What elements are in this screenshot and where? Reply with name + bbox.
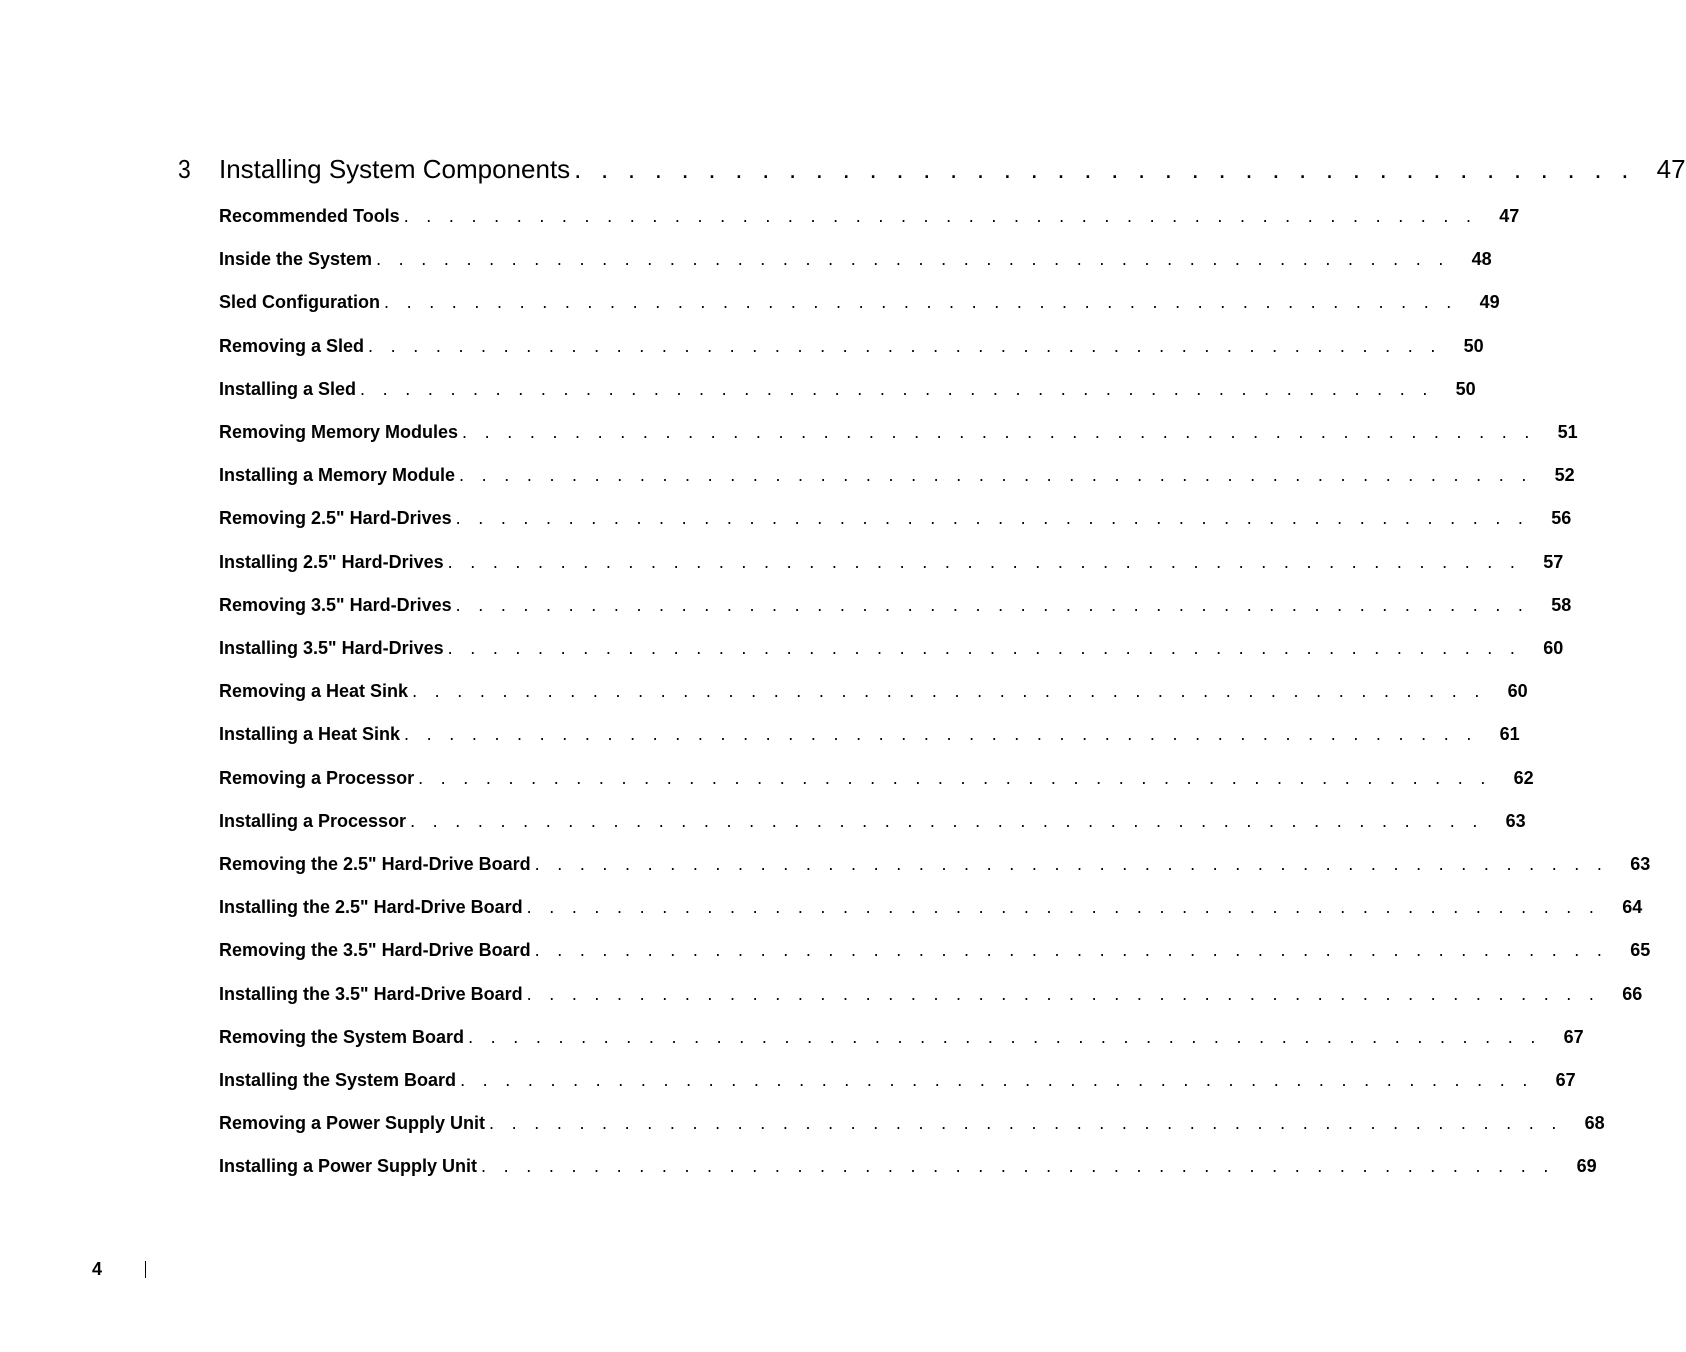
dot-leader: . . . . . . . . . . . . . . . . . . . . . . . . . . . . . . . . . . . . . . . . . . . . . . . . bbox=[468, 1026, 1542, 1047]
dot-leader: . . . . . . . . . . . . . . . . . . . . . . . . . . . . . . . . . . . . . . . . . . . . . . . . bbox=[462, 422, 1536, 442]
toc-entry-page-number[interactable]: 69 bbox=[1576, 1156, 1597, 1177]
dot-leader: . . . . . . . . . . . . . . . . . . . . . . . . . . . . . . . . . . . . . . . . . . . . . . . . bbox=[384, 292, 1458, 313]
dot-leader: . . . . . . . . . . . . . . . . . . . . . . . . . . . . . . . . . . . . . . . . . . . . . . . . bbox=[447, 551, 1522, 572]
chapter-title[interactable]: Installing System Components bbox=[219, 154, 571, 184]
toc-entry[interactable] bbox=[219, 1067, 1576, 1093]
toc-entry-title[interactable]: Removing a Power Supply Unit bbox=[219, 1113, 486, 1134]
toc-entry-title[interactable]: Removing a Heat Sink bbox=[219, 681, 409, 702]
chapter-page-number[interactable]: 47 bbox=[1656, 154, 1686, 184]
toc-entry[interactable] bbox=[219, 419, 1578, 445]
dot-leader: . . . . . . . . . . . . . . . . . . . . . . . . . . . . . . . . . . . . . . . . . . . . . . . . bbox=[534, 940, 1609, 961]
toc-entry-page-number[interactable]: 57 bbox=[1543, 551, 1564, 572]
dot-leader: . . . . . . . . . . . . . . . . . . . . . . . . . . . . . . . . . . . . . . . . . . . . . . . . bbox=[526, 983, 1601, 1004]
footer-page-number: 4 bbox=[92, 1259, 103, 1279]
toc-entry[interactable] bbox=[219, 549, 1564, 575]
toc-entry-page-number[interactable]: 61 bbox=[1499, 724, 1520, 745]
toc-entry-page-number[interactable]: 48 bbox=[1471, 249, 1492, 270]
toc-entry-page-number[interactable]: 50 bbox=[1455, 378, 1476, 399]
toc-entry-page-number[interactable]: 52 bbox=[1554, 465, 1575, 486]
footer-divider bbox=[145, 1261, 146, 1278]
dot-leader: . . . . . . . . . . . . . . . . . . . . . . . . . . . . . . . . . . . . . . . . . . . . . . . . bbox=[460, 1070, 1534, 1090]
toc-entry-title[interactable]: Recommended Tools bbox=[219, 206, 400, 226]
chapter-heading bbox=[178, 150, 1686, 188]
dot-leader: . . . . . . . . . . . . . . . . . . . . . . . . . . . . . . . . . . . . . . . . . . . . . . . . bbox=[489, 1113, 1563, 1134]
dot-leader: . . . . . . . . . . . . . . . . . . . . . . . . . . . . . . . . . . . . . . . . . . . . . . . . bbox=[360, 378, 1434, 399]
toc-entry-page-number[interactable]: 58 bbox=[1551, 594, 1572, 615]
toc-entry-page-number[interactable]: 56 bbox=[1551, 508, 1572, 529]
toc-entry[interactable] bbox=[219, 894, 1643, 920]
toc-entry-page-number[interactable]: 66 bbox=[1622, 983, 1643, 1004]
toc-entry-page-number[interactable]: 68 bbox=[1584, 1113, 1605, 1134]
toc-entry-page-number[interactable]: 60 bbox=[1507, 681, 1528, 702]
toc-entry[interactable] bbox=[219, 376, 1476, 402]
dot-leader: . . . . . . . . . . . . . . . . . . . . . . . . . . . . . . . . . . . . . . . . . . . . . . . . bbox=[368, 335, 1442, 356]
toc-entry[interactable] bbox=[219, 678, 1528, 704]
dot-leader: . . . . . . . . . . . . . . . . . . . . . . . . . . . . . . . . . . . . . . . . . . . . . . . . bbox=[534, 854, 1609, 874]
toc-entry[interactable] bbox=[219, 721, 1520, 747]
toc-entry[interactable] bbox=[219, 592, 1572, 618]
dot-leader: . . . . . . . . . . . . . . . . . . . . . . . . . . . . . . . . . . . . . . . . . . . . . . . . bbox=[455, 594, 1530, 615]
toc-entry-page-number[interactable]: 47 bbox=[1499, 206, 1520, 226]
toc-entry[interactable] bbox=[219, 937, 1651, 963]
dot-leader: . . . . . . . . . . . . . . . . . . . . . . . . . . . . . . . . . . . . . . . . . . . . . . . . bbox=[376, 249, 1450, 270]
toc-entry-title[interactable]: Installing a Heat Sink bbox=[219, 724, 401, 745]
dot-leader: . . . . . . . . . . . . . . . . . . . . . . . . . . . . . . . . . . . . . . . . . . . . . . . . bbox=[410, 810, 1484, 831]
dot-leader: . . . . . . . . . . . . . . . . . . . . . . . . . . . . . . . . . . . . . . . . bbox=[574, 154, 1635, 184]
toc-entry-title[interactable]: Sled Configuration bbox=[219, 292, 380, 313]
toc-entry-title[interactable]: Removing 2.5" Hard-Drives bbox=[219, 508, 452, 529]
toc-entry-title[interactable]: Removing the System Board bbox=[219, 1026, 465, 1047]
toc-entry-page-number[interactable]: 65 bbox=[1630, 940, 1651, 961]
toc-entry-title[interactable]: Removing a Processor bbox=[219, 767, 415, 788]
dot-leader: . . . . . . . . . . . . . . . . . . . . . . . . . . . . . . . . . . . . . . . . . . . . . . . . bbox=[447, 638, 1522, 658]
toc-entry-page-number[interactable]: 49 bbox=[1479, 292, 1500, 313]
toc-entry-page-number[interactable]: 63 bbox=[1630, 854, 1651, 874]
toc-entry[interactable] bbox=[219, 246, 1492, 272]
toc-entry-page-number[interactable]: 60 bbox=[1543, 638, 1564, 658]
toc-entry[interactable] bbox=[219, 289, 1500, 315]
toc-entry-title[interactable]: Removing a Sled bbox=[219, 335, 365, 356]
toc-entry[interactable] bbox=[219, 981, 1643, 1007]
dot-leader: . . . . . . . . . . . . . . . . . . . . . . . . . . . . . . . . . . . . . . . . . . . . . . . . bbox=[459, 465, 1533, 486]
toc-entry[interactable] bbox=[219, 1110, 1605, 1136]
toc-entry[interactable] bbox=[219, 808, 1526, 834]
toc-entry-title[interactable]: Installing the System Board bbox=[219, 1070, 457, 1090]
dot-leader: . . . . . . . . . . . . . . . . . . . . . . . . . . . . . . . . . . . . . . . . . . . . . . . . bbox=[412, 681, 1486, 702]
toc-entry[interactable] bbox=[219, 462, 1575, 488]
toc-entry-title[interactable]: Removing the 3.5" Hard-Drive Board bbox=[219, 940, 531, 961]
toc-entry-title[interactable]: Installing 3.5" Hard-Drives bbox=[219, 638, 444, 658]
dot-leader: . . . . . . . . . . . . . . . . . . . . . . . . . . . . . . . . . . . . . . . . . . . . . . . . bbox=[404, 724, 1478, 745]
toc-entry-title[interactable]: Removing 3.5" Hard-Drives bbox=[219, 594, 452, 615]
toc-entry-title[interactable]: Installing a Sled bbox=[219, 378, 357, 399]
toc-entry[interactable] bbox=[219, 333, 1484, 359]
toc-entry[interactable] bbox=[219, 1024, 1584, 1050]
toc-entry-page-number[interactable]: 51 bbox=[1557, 422, 1578, 442]
dot-leader: . . . . . . . . . . . . . . . . . . . . . . . . . . . . . . . . . . . . . . . . . . . . . . . . bbox=[403, 206, 1478, 226]
toc-entry[interactable] bbox=[219, 635, 1564, 661]
toc-entry[interactable] bbox=[219, 765, 1534, 791]
toc-entry[interactable] bbox=[219, 1153, 1597, 1179]
chapter-number: 3 bbox=[178, 154, 191, 184]
toc-entry-page-number[interactable]: 67 bbox=[1563, 1026, 1584, 1047]
toc-entry-title[interactable]: Installing 2.5" Hard-Drives bbox=[219, 551, 444, 572]
toc-entry-title[interactable]: Removing Memory Modules bbox=[219, 422, 459, 442]
dot-leader: . . . . . . . . . . . . . . . . . . . . . . . . . . . . . . . . . . . . . . . . . . . . . . . . bbox=[481, 1156, 1555, 1177]
toc-entry[interactable] bbox=[219, 505, 1572, 531]
toc-entry-page-number[interactable]: 64 bbox=[1622, 897, 1643, 918]
toc-entry[interactable] bbox=[219, 203, 1520, 229]
toc-entry-page-number[interactable]: 50 bbox=[1463, 335, 1484, 356]
toc-entry-page-number[interactable]: 63 bbox=[1505, 810, 1526, 831]
toc-entry-title[interactable]: Installing a Processor bbox=[219, 810, 407, 831]
toc-entry-title[interactable]: Installing the 3.5" Hard-Drive Board bbox=[219, 983, 523, 1004]
toc-entry-page-number[interactable]: 62 bbox=[1513, 767, 1534, 788]
dot-leader: . . . . . . . . . . . . . . . . . . . . . . . . . . . . . . . . . . . . . . . . . . . . . . . . bbox=[455, 508, 1530, 529]
toc-entry-title[interactable]: Removing the 2.5" Hard-Drive Board bbox=[219, 854, 531, 874]
chapter-toc-line[interactable] bbox=[219, 150, 1686, 188]
toc-entry-title[interactable]: Installing the 2.5" Hard-Drive Board bbox=[219, 897, 523, 918]
toc-entry-title[interactable]: Inside the System bbox=[219, 249, 373, 270]
toc-entry[interactable] bbox=[219, 851, 1651, 877]
toc-entry-page-number[interactable]: 67 bbox=[1555, 1070, 1576, 1090]
toc-entry-title[interactable]: Installing a Power Supply Unit bbox=[219, 1156, 478, 1177]
dot-leader: . . . . . . . . . . . . . . . . . . . . . . . . . . . . . . . . . . . . . . . . . . . . . . . . bbox=[526, 897, 1601, 918]
dot-leader: . . . . . . . . . . . . . . . . . . . . . . . . . . . . . . . . . . . . . . . . . . . . . . . . bbox=[418, 767, 1492, 788]
toc-entry-title[interactable]: Installing a Memory Module bbox=[219, 465, 456, 486]
